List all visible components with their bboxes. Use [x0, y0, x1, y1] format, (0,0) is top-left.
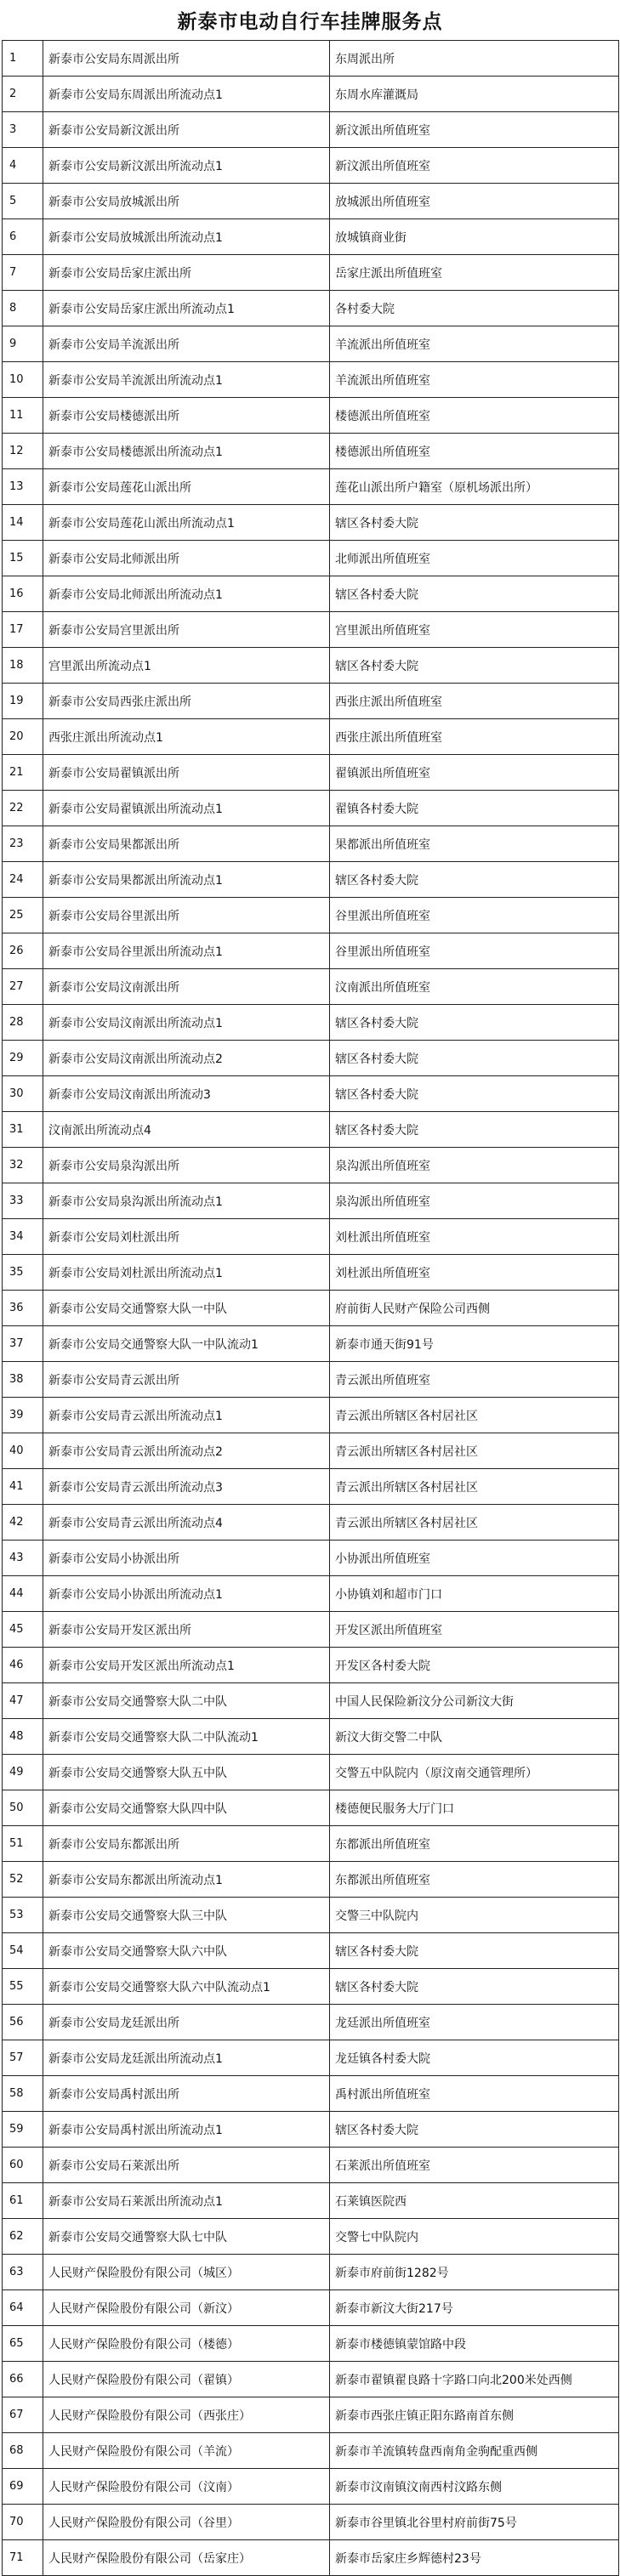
- unit-name: 人民财产保险股份有限公司（城区）: [43, 2255, 330, 2290]
- service-location: 辖区各村委大院: [330, 1005, 619, 1041]
- row-number: 6: [3, 219, 43, 255]
- service-location: 新泰市新汶大街217号: [330, 2290, 619, 2326]
- unit-name: 新泰市公安局交通警察大队七中队: [43, 2219, 330, 2255]
- table-row: [3, 1862, 619, 1898]
- service-location: 新汶大街交警二中队: [330, 1719, 619, 1755]
- unit-name: 新泰市公安局泉沟派出所: [43, 1148, 330, 1183]
- unit-name: 新泰市公安局谷里派出所流动点1: [43, 933, 330, 969]
- table-row: [3, 184, 619, 219]
- unit-name: 新泰市公安局羊流派出所流动点1: [43, 362, 330, 398]
- row-number: 34: [3, 1219, 43, 1255]
- unit-name: 新泰市公安局交通警察大队三中队: [43, 1898, 330, 1933]
- table-row: [3, 2505, 619, 2540]
- service-location: 青云派出所辖区各村居社区: [330, 1469, 619, 1505]
- service-point-table: [2, 40, 619, 2576]
- table-row: [3, 1969, 619, 2005]
- unit-name: 新泰市公安局翟镇派出所流动点1: [43, 791, 330, 826]
- unit-name: 西张庄派出所流动点1: [43, 719, 330, 755]
- row-number: 32: [3, 1148, 43, 1183]
- row-number: 43: [3, 1540, 43, 1576]
- table-row: [3, 2255, 619, 2290]
- service-location: 东都派出所值班室: [330, 1826, 619, 1862]
- unit-name: 新泰市公安局岳家庄派出所: [43, 255, 330, 291]
- service-location: 楼德派出所值班室: [330, 398, 619, 434]
- service-location: 放城镇商业街: [330, 219, 619, 255]
- unit-name: 新泰市公安局宫里派出所: [43, 612, 330, 648]
- row-number: 10: [3, 362, 43, 398]
- row-number: 21: [3, 755, 43, 791]
- service-location: 龙廷派出所值班室: [330, 2005, 619, 2040]
- unit-name: 人民财产保险股份有限公司（汶南）: [43, 2469, 330, 2505]
- row-number: 19: [3, 684, 43, 719]
- unit-name: 新泰市公安局小协派出所流动点1: [43, 1576, 330, 1612]
- row-number: 4: [3, 148, 43, 184]
- unit-name: 新泰市公安局东都派出所: [43, 1826, 330, 1862]
- row-number: 42: [3, 1505, 43, 1540]
- table-row: [3, 2362, 619, 2397]
- service-location: 汶南派出所值班室: [330, 969, 619, 1005]
- unit-name: 新泰市公安局石莱派出所流动点1: [43, 2183, 330, 2219]
- unit-name: 新泰市公安局石莱派出所: [43, 2148, 330, 2183]
- table-row: [3, 255, 619, 291]
- unit-name: 新泰市公安局交通警察大队四中队: [43, 1790, 330, 1826]
- table-row: [3, 1148, 619, 1183]
- unit-name: 新泰市公安局莲花山派出所流动点1: [43, 505, 330, 541]
- row-number: 64: [3, 2290, 43, 2326]
- row-number: 63: [3, 2255, 43, 2290]
- service-location: 府前街人民财产保险公司西侧: [330, 1291, 619, 1326]
- row-number: 56: [3, 2005, 43, 2040]
- service-location: 东都派出所值班室: [330, 1862, 619, 1898]
- service-location: 交警五中队院内（原汶南交通管理所）: [330, 1755, 619, 1790]
- service-location: 小协派出所值班室: [330, 1540, 619, 1576]
- service-location: 青云派出所辖区各村居社区: [330, 1398, 619, 1433]
- row-number: 45: [3, 1612, 43, 1648]
- row-number: 30: [3, 1076, 43, 1112]
- service-location: 莲花山派出所户籍室（原机场派出所）: [330, 469, 619, 505]
- service-location: 新汶派出所值班室: [330, 148, 619, 184]
- row-number: 50: [3, 1790, 43, 1826]
- table-row: [3, 898, 619, 933]
- table-row: [3, 1790, 619, 1826]
- service-location: 小协镇刘和超市门口: [330, 1576, 619, 1612]
- table-row: [3, 1576, 619, 1612]
- service-location: 开发区派出所值班室: [330, 1612, 619, 1648]
- table-row: [3, 219, 619, 255]
- unit-name: 新泰市公安局谷里派出所: [43, 898, 330, 933]
- table-row: [3, 362, 619, 398]
- unit-name: 新泰市公安局岳家庄派出所流动点1: [43, 291, 330, 326]
- service-location: 辖区各村委大院: [330, 1933, 619, 1969]
- table-row: [3, 1505, 619, 1540]
- table-row: [3, 2112, 619, 2148]
- table-row: [3, 2005, 619, 2040]
- unit-name: 新泰市公安局果都派出所流动点1: [43, 862, 330, 898]
- row-number: 27: [3, 969, 43, 1005]
- service-location: 交警三中队院内: [330, 1898, 619, 1933]
- unit-name: 新泰市公安局汶南派出所流动3: [43, 1076, 330, 1112]
- table-row: [3, 1041, 619, 1076]
- unit-name: 新泰市公安局果都派出所: [43, 826, 330, 862]
- service-location: 新泰市楼德镇蒙馆路中段: [330, 2326, 619, 2362]
- service-location: 泉沟派出所值班室: [330, 1183, 619, 1219]
- row-number: 25: [3, 898, 43, 933]
- row-number: 1: [3, 41, 43, 77]
- service-location: 辖区各村委大院: [330, 648, 619, 684]
- row-number: 69: [3, 2469, 43, 2505]
- service-location: 新泰市羊流镇转盘西南角金驹配重西侧: [330, 2433, 619, 2469]
- unit-name: 新泰市公安局北师派出所: [43, 541, 330, 576]
- row-number: 44: [3, 1576, 43, 1612]
- row-number: 3: [3, 112, 43, 148]
- service-location: 刘杜派出所值班室: [330, 1219, 619, 1255]
- service-location: 东周派出所: [330, 41, 619, 77]
- unit-name: 新泰市公安局刘杜派出所流动点1: [43, 1255, 330, 1291]
- table-row: [3, 969, 619, 1005]
- unit-name: 新泰市公安局北师派出所流动点1: [43, 576, 330, 612]
- unit-name: 新泰市公安局汶南派出所流动点1: [43, 1005, 330, 1041]
- row-number: 49: [3, 1755, 43, 1790]
- unit-name: 新泰市公安局东都派出所流动点1: [43, 1862, 330, 1898]
- table-row: [3, 2219, 619, 2255]
- row-number: 29: [3, 1041, 43, 1076]
- table-row: [3, 148, 619, 184]
- service-location: 中国人民保险新汶分公司新汶大街: [330, 1683, 619, 1719]
- service-location: 宫里派出所值班室: [330, 612, 619, 648]
- service-location: 开发区各村委大院: [330, 1648, 619, 1683]
- unit-name: 人民财产保险股份有限公司（翟镇）: [43, 2362, 330, 2397]
- row-number: 48: [3, 1719, 43, 1755]
- unit-name: 新泰市公安局东周派出所: [43, 41, 330, 77]
- table-row: [3, 1219, 619, 1255]
- unit-name: 新泰市公安局禹村派出所流动点1: [43, 2112, 330, 2148]
- unit-name: 新泰市公安局青云派出所流动点3: [43, 1469, 330, 1505]
- unit-name: 新泰市公安局开发区派出所流动点1: [43, 1648, 330, 1683]
- service-location: 新泰市岳家庄乡辉德村23号: [330, 2540, 619, 2576]
- service-location: 西张庄派出所值班室: [330, 719, 619, 755]
- row-number: 37: [3, 1326, 43, 1362]
- unit-name: 宫里派出所流动点1: [43, 648, 330, 684]
- table-row: [3, 684, 619, 719]
- table-row: [3, 1326, 619, 1362]
- unit-name: 新泰市公安局青云派出所: [43, 1362, 330, 1398]
- unit-name: 新泰市公安局东周派出所流动点1: [43, 77, 330, 112]
- service-location: 辖区各村委大院: [330, 862, 619, 898]
- unit-name: 新泰市公安局放城派出所: [43, 184, 330, 219]
- row-number: 14: [3, 505, 43, 541]
- service-location: 青云派出所辖区各村居社区: [330, 1433, 619, 1469]
- row-number: 70: [3, 2505, 43, 2540]
- unit-name: 新泰市公安局龙廷派出所: [43, 2005, 330, 2040]
- table-row: [3, 398, 619, 434]
- table-row: [3, 2469, 619, 2505]
- table-row: [3, 719, 619, 755]
- row-number: 60: [3, 2148, 43, 2183]
- service-location: 果都派出所值班室: [330, 826, 619, 862]
- unit-name: 新泰市公安局楼德派出所: [43, 398, 330, 434]
- table-row: [3, 1612, 619, 1648]
- unit-name: 新泰市公安局青云派出所流动点2: [43, 1433, 330, 1469]
- unit-name: 新泰市公安局龙廷派出所流动点1: [43, 2040, 330, 2076]
- table-row: [3, 1255, 619, 1291]
- unit-name: 新泰市公安局放城派出所流动点1: [43, 219, 330, 255]
- table-row: [3, 2148, 619, 2183]
- service-location: 东周水库灌溉局: [330, 77, 619, 112]
- table-row: [3, 1005, 619, 1041]
- unit-name: 新泰市公安局交通警察大队一中队流动1: [43, 1326, 330, 1362]
- row-number: 23: [3, 826, 43, 862]
- service-location: 新泰市通天街91号: [330, 1326, 619, 1362]
- row-number: 8: [3, 291, 43, 326]
- service-location: 石莱派出所值班室: [330, 2148, 619, 2183]
- row-number: 7: [3, 255, 43, 291]
- row-number: 38: [3, 1362, 43, 1398]
- page-title: 新泰市电动自行车挂牌服务点: [177, 10, 443, 33]
- row-number: 35: [3, 1255, 43, 1291]
- service-location: 新泰市西张庄镇正阳东路南首东侧: [330, 2397, 619, 2433]
- row-number: 39: [3, 1398, 43, 1433]
- service-location: 辖区各村委大院: [330, 576, 619, 612]
- row-number: 59: [3, 2112, 43, 2148]
- table-row: [3, 2183, 619, 2219]
- unit-name: 新泰市公安局交通警察大队六中队流动点1: [43, 1969, 330, 2005]
- unit-name: 新泰市公安局交通警察大队二中队流动1: [43, 1719, 330, 1755]
- row-number: 2: [3, 77, 43, 112]
- unit-name: 人民财产保险股份有限公司（谷里）: [43, 2505, 330, 2540]
- row-number: 53: [3, 1898, 43, 1933]
- service-location: 辖区各村委大院: [330, 505, 619, 541]
- service-location: 辖区各村委大院: [330, 2112, 619, 2148]
- row-number: 46: [3, 1648, 43, 1683]
- table-row: [3, 1291, 619, 1326]
- service-location: 新泰市府前街1282号: [330, 2255, 619, 2290]
- row-number: 40: [3, 1433, 43, 1469]
- table-row: [3, 1648, 619, 1683]
- unit-name: 新泰市公安局交通警察大队一中队: [43, 1291, 330, 1326]
- row-number: 9: [3, 326, 43, 362]
- row-number: 24: [3, 862, 43, 898]
- row-number: 62: [3, 2219, 43, 2255]
- service-location: 泉沟派出所值班室: [330, 1148, 619, 1183]
- table-row: [3, 291, 619, 326]
- table-row: [3, 77, 619, 112]
- row-number: 11: [3, 398, 43, 434]
- table-row: [3, 1898, 619, 1933]
- service-location: 放城派出所值班室: [330, 184, 619, 219]
- service-location: 岳家庄派出所值班室: [330, 255, 619, 291]
- table-row: [3, 648, 619, 684]
- service-location: 青云派出所值班室: [330, 1362, 619, 1398]
- unit-name: 人民财产保险股份有限公司（岳家庄）: [43, 2540, 330, 2576]
- table-row: [3, 1683, 619, 1719]
- row-number: 17: [3, 612, 43, 648]
- row-number: 5: [3, 184, 43, 219]
- unit-name: 新泰市公安局开发区派出所: [43, 1612, 330, 1648]
- table-row: [3, 41, 619, 77]
- unit-name: 新泰市公安局禹村派出所: [43, 2076, 330, 2112]
- unit-name: 新泰市公安局翟镇派出所: [43, 755, 330, 791]
- row-number: 15: [3, 541, 43, 576]
- row-number: 54: [3, 1933, 43, 1969]
- table-row: [3, 933, 619, 969]
- service-location: 石莱镇医院西: [330, 2183, 619, 2219]
- row-number: 52: [3, 1862, 43, 1898]
- row-number: 66: [3, 2362, 43, 2397]
- row-number: 67: [3, 2397, 43, 2433]
- service-location: 交警七中队院内: [330, 2219, 619, 2255]
- table-row: [3, 1719, 619, 1755]
- table-row: [3, 1540, 619, 1576]
- unit-name: 人民财产保险股份有限公司（楼德）: [43, 2326, 330, 2362]
- row-number: 57: [3, 2040, 43, 2076]
- table-row: [3, 1826, 619, 1862]
- service-location: 新泰市翟镇翟良路十字路口向北200米处西侧: [330, 2362, 619, 2397]
- row-number: 26: [3, 933, 43, 969]
- table-row: [3, 1469, 619, 1505]
- table-body: [3, 41, 619, 2576]
- service-location: 西张庄派出所值班室: [330, 684, 619, 719]
- table-row: [3, 1112, 619, 1148]
- row-number: 31: [3, 1112, 43, 1148]
- row-number: 61: [3, 2183, 43, 2219]
- row-number: 55: [3, 1969, 43, 2005]
- unit-name: 新泰市公安局楼德派出所流动点1: [43, 434, 330, 469]
- row-number: 36: [3, 1291, 43, 1326]
- table-row: [3, 434, 619, 469]
- unit-name: 人民财产保险股份有限公司（羊流）: [43, 2433, 330, 2469]
- unit-name: 新泰市公安局交通警察大队六中队: [43, 1933, 330, 1969]
- service-location: 楼德便民服务大厅门口: [330, 1790, 619, 1826]
- row-number: 28: [3, 1005, 43, 1041]
- row-number: 18: [3, 648, 43, 684]
- service-location: 谷里派出所值班室: [330, 933, 619, 969]
- table-row: [3, 791, 619, 826]
- row-number: 33: [3, 1183, 43, 1219]
- table-row: [3, 541, 619, 576]
- table-row: [3, 576, 619, 612]
- service-location: 新泰市谷里镇北谷里村府前街75号: [330, 2505, 619, 2540]
- row-number: 16: [3, 576, 43, 612]
- table-row: [3, 1183, 619, 1219]
- table-row: [3, 2540, 619, 2576]
- service-location: 辖区各村委大院: [330, 1969, 619, 2005]
- service-location: 新泰市汶南镇汶南西村汶路东侧: [330, 2469, 619, 2505]
- row-number: 13: [3, 469, 43, 505]
- unit-name: 新泰市公安局小协派出所: [43, 1540, 330, 1576]
- table-row: [3, 2397, 619, 2433]
- service-location: 谷里派出所值班室: [330, 898, 619, 933]
- row-number: 41: [3, 1469, 43, 1505]
- row-number: 20: [3, 719, 43, 755]
- unit-name: 新泰市公安局泉沟派出所流动点1: [43, 1183, 330, 1219]
- unit-name: 新泰市公安局交通警察大队五中队: [43, 1755, 330, 1790]
- service-location: 青云派出所辖区各村居社区: [330, 1505, 619, 1540]
- table-row: [3, 112, 619, 148]
- table-row: [3, 1433, 619, 1469]
- service-location: 龙廷镇各村委大院: [330, 2040, 619, 2076]
- table-row: [3, 2290, 619, 2326]
- row-number: 58: [3, 2076, 43, 2112]
- unit-name: 人民财产保险股份有限公司（新汶）: [43, 2290, 330, 2326]
- table-row: [3, 469, 619, 505]
- table-row: [3, 2040, 619, 2076]
- row-number: 71: [3, 2540, 43, 2576]
- unit-name: 新泰市公安局汶南派出所流动点2: [43, 1041, 330, 1076]
- unit-name: 新泰市公安局交通警察大队二中队: [43, 1683, 330, 1719]
- row-number: 51: [3, 1826, 43, 1862]
- table-row: [3, 862, 619, 898]
- table-row: [3, 2326, 619, 2362]
- unit-name: 新泰市公安局刘杜派出所: [43, 1219, 330, 1255]
- unit-name: 新泰市公安局青云派出所流动点1: [43, 1398, 330, 1433]
- row-number: 12: [3, 434, 43, 469]
- service-location: 辖区各村委大院: [330, 1112, 619, 1148]
- table-row: [3, 2076, 619, 2112]
- row-number: 68: [3, 2433, 43, 2469]
- service-location: 北师派出所值班室: [330, 541, 619, 576]
- service-location: 辖区各村委大院: [330, 1041, 619, 1076]
- service-location: 翟镇派出所值班室: [330, 755, 619, 791]
- service-location: 各村委大院: [330, 291, 619, 326]
- table-row: [3, 755, 619, 791]
- unit-name: 新泰市公安局汶南派出所: [43, 969, 330, 1005]
- unit-name: 新泰市公安局莲花山派出所: [43, 469, 330, 505]
- unit-name: 新泰市公安局羊流派出所: [43, 326, 330, 362]
- table-row: [3, 1362, 619, 1398]
- service-location: 禹村派出所值班室: [330, 2076, 619, 2112]
- unit-name: 新泰市公安局新汶派出所: [43, 112, 330, 148]
- service-location: 羊流派出所值班室: [330, 326, 619, 362]
- table-row: [3, 1398, 619, 1433]
- row-number: 47: [3, 1683, 43, 1719]
- unit-name: 新泰市公安局新汶派出所流动点1: [43, 148, 330, 184]
- table-row: [3, 1933, 619, 1969]
- service-location: 辖区各村委大院: [330, 1076, 619, 1112]
- service-location: 新汶派出所值班室: [330, 112, 619, 148]
- table-row: [3, 505, 619, 541]
- row-number: 22: [3, 791, 43, 826]
- row-number: 65: [3, 2326, 43, 2362]
- unit-name: 汶南派出所流动点4: [43, 1112, 330, 1148]
- service-location: 刘杜派出所值班室: [330, 1255, 619, 1291]
- table-row: [3, 826, 619, 862]
- service-location: 楼德派出所值班室: [330, 434, 619, 469]
- table-row: [3, 1755, 619, 1790]
- service-location: 翟镇各村委大院: [330, 791, 619, 826]
- service-location: 羊流派出所值班室: [330, 362, 619, 398]
- table-row: [3, 2433, 619, 2469]
- unit-name: 人民财产保险股份有限公司（西张庄）: [43, 2397, 330, 2433]
- unit-name: 新泰市公安局西张庄派出所: [43, 684, 330, 719]
- unit-name: 新泰市公安局青云派出所流动点4: [43, 1505, 330, 1540]
- table-row: [3, 1076, 619, 1112]
- table-row: [3, 612, 619, 648]
- table-row: [3, 326, 619, 362]
